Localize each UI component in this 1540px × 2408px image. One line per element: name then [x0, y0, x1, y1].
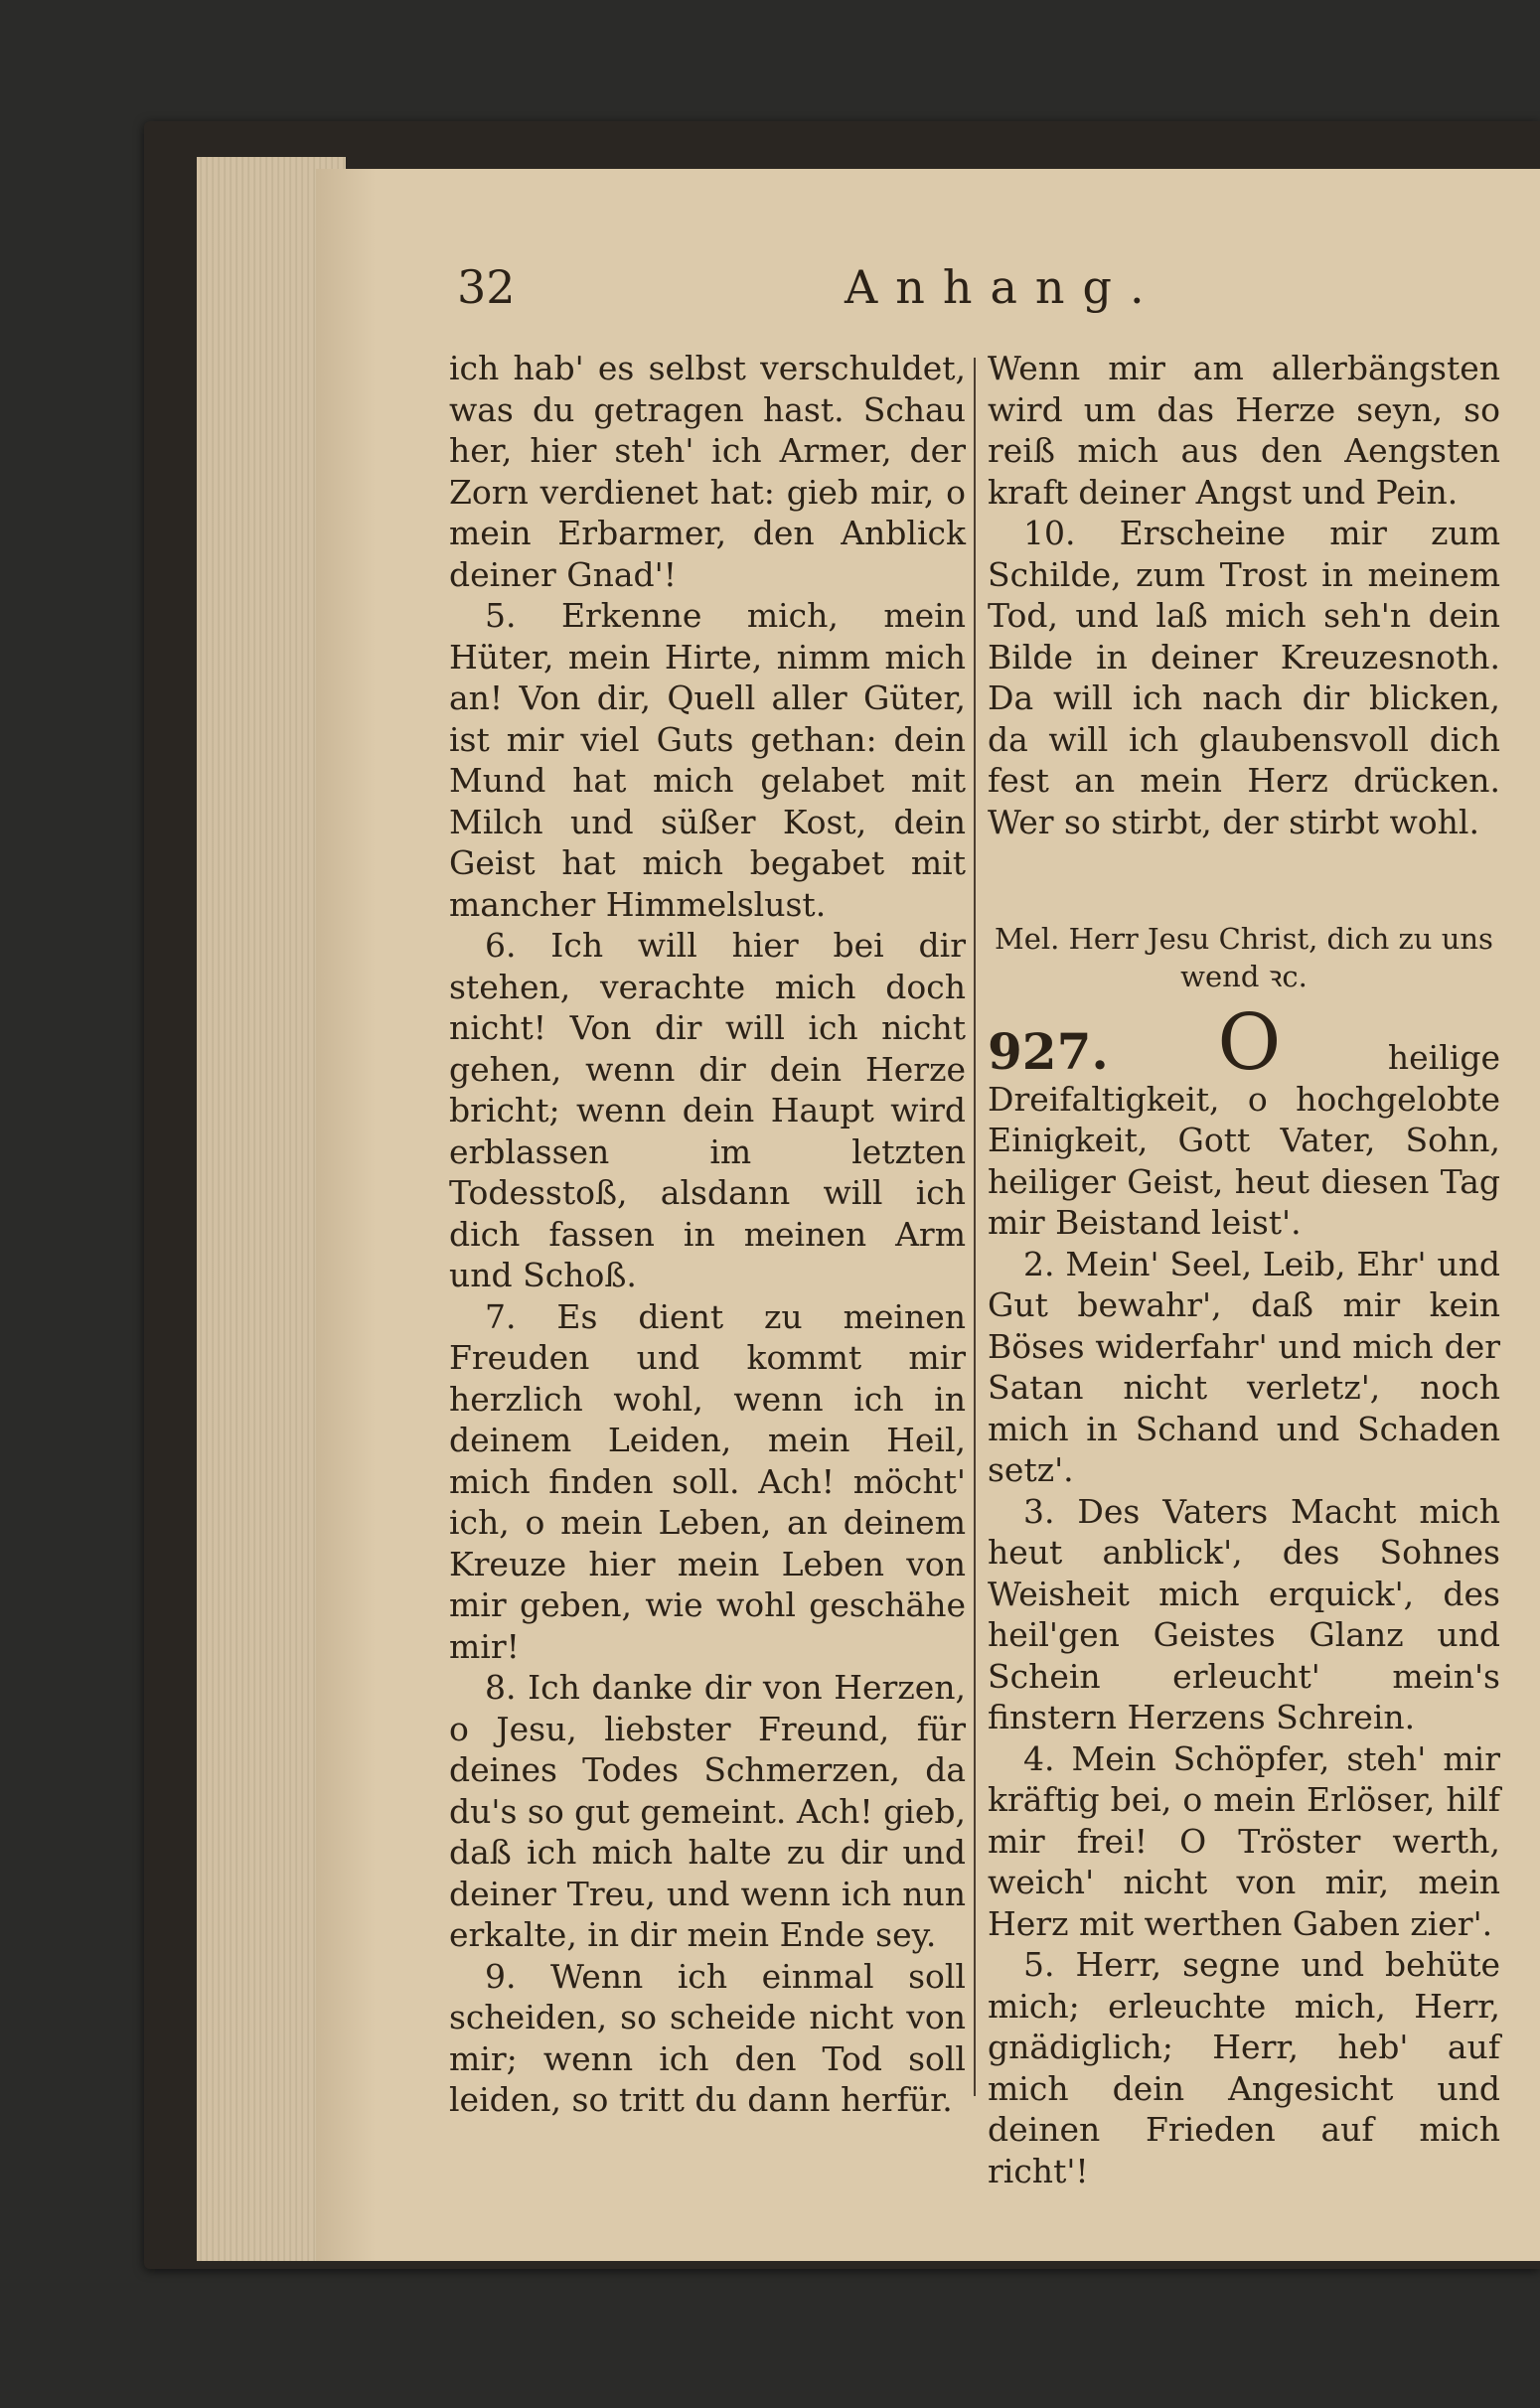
verse-8: 8. Ich danke dir von Herzen, o Jesu, liebster Freund, für deines Todes Schmerzen, da du's so gut gemeint. Ach! gieb, daß ich mich halte zu dir und deiner Treu, und wenn ich nun erkalte, in dir mein Ende sey.	[449, 1668, 966, 1954]
drop-cap: O	[1217, 998, 1282, 1088]
melody-line: Mel. Herr Jesu Christ, dich zu uns wend ꝛc.	[995, 922, 1493, 993]
verse-5: 5. Erkenne mich, mein Hüter, mein Hirte, nimm mich an! Von dir, Quell aller Güter, ist mir viel Guts gethan: dein Mund hat mich gelabet mit Milch und süßer Kost, dein Geist hat mich begabet mit mancher Himmelslust.	[449, 596, 966, 924]
hymn-number: 927.	[988, 1022, 1109, 1081]
hymn-first-verse: heilige Dreifaltigkeit, o hochgelobte Einigkeit, Gott Vater, Sohn, heiliger Geist, heut diesen Tag mir Beistand leist'.	[988, 1038, 1500, 1242]
verse-10: 10. Erscheine mir zum Schilde, zum Trost in meinem Tod, und laß mich seh'n dein Bilde in deiner Kreuzesnoth. Da will ich nach dir blicken, da will ich glaubensvoll dich fest an mein Herz drücken. Wer so stirbt, der stirbt wohl.	[988, 514, 1500, 841]
right-column	[988, 348, 1500, 2191]
running-head: Anhang.	[845, 260, 1162, 314]
verse-9-continuation: Wenn mir am allerbängsten wird um das Herze seyn, so reiß mich aus den Aengsten kraft deiner Angst und Pein.	[988, 349, 1500, 512]
column-divider	[974, 358, 976, 2096]
page-header	[457, 260, 1530, 320]
hymn-927-verse-1	[988, 998, 1500, 1244]
verse-continuation: ich hab' es selbst verschuldet, was du getragen hast. Schau her, hier steh' ich Armer, der Zorn verdienet hat: gieb mir, o mein Erbarmer, den Anblick deiner Gnad'!	[449, 349, 966, 594]
page-number: 32	[457, 260, 516, 314]
verse-6: 6. Ich will hier bei dir stehen, verachte mich doch nicht! Von dir will ich nicht gehen, wenn dir dein Herze bricht; wenn dein Haupt wird erblassen im letzten Todesstoß, alsdann will ich dich fassen in meinen Arm und Schoß.	[449, 926, 966, 1294]
hymn-verse-2: 2. Mein' Seel, Leib, Ehr' und Gut bewahr', daß mir kein Böses widerfahr' und mich der Satan nicht verletz', noch mich in Schand und Schaden setz'.	[988, 1244, 1500, 1489]
hymn-verse-5: 5. Herr, segne und behüte mich; erleuchte mich, Herr, gnädiglich; Herr, heb' auf mich dein Angesicht und deinen Frieden auf mich richt'!	[988, 1945, 1500, 2190]
verse-7: 7. Es dient zu meinen Freuden und kommt mir herzlich wohl, wenn ich in deinem Leiden, mein Heil, mich finden soll. Ach! möcht' ich, o mein Leben, an deinem Kreuze hier mein Leben von mir geben, wie wohl geschähe mir!	[449, 1296, 966, 1666]
hymn-verse-3: 3. Des Vaters Macht mich heut anblick', des Sohnes Weisheit mich erquick', des heil'gen Geistes Glanz und Schein erleucht' mein's finstern Herzens Schrein.	[988, 1491, 1500, 1736]
verse-9: 9. Wenn ich einmal soll scheiden, so scheide nicht von mir; wenn ich den Tod soll leiden, so tritt du dann herfür.	[449, 1956, 966, 2119]
left-column	[449, 348, 966, 2121]
hymn-verse-4: 4. Mein Schöpfer, steh' mir kräftig bei, o mein Erlöser, hilf mir frei! O Tröster werth, weich' nicht von mir, mein Herz mit werthen Gaben zier'.	[988, 1738, 1500, 1943]
